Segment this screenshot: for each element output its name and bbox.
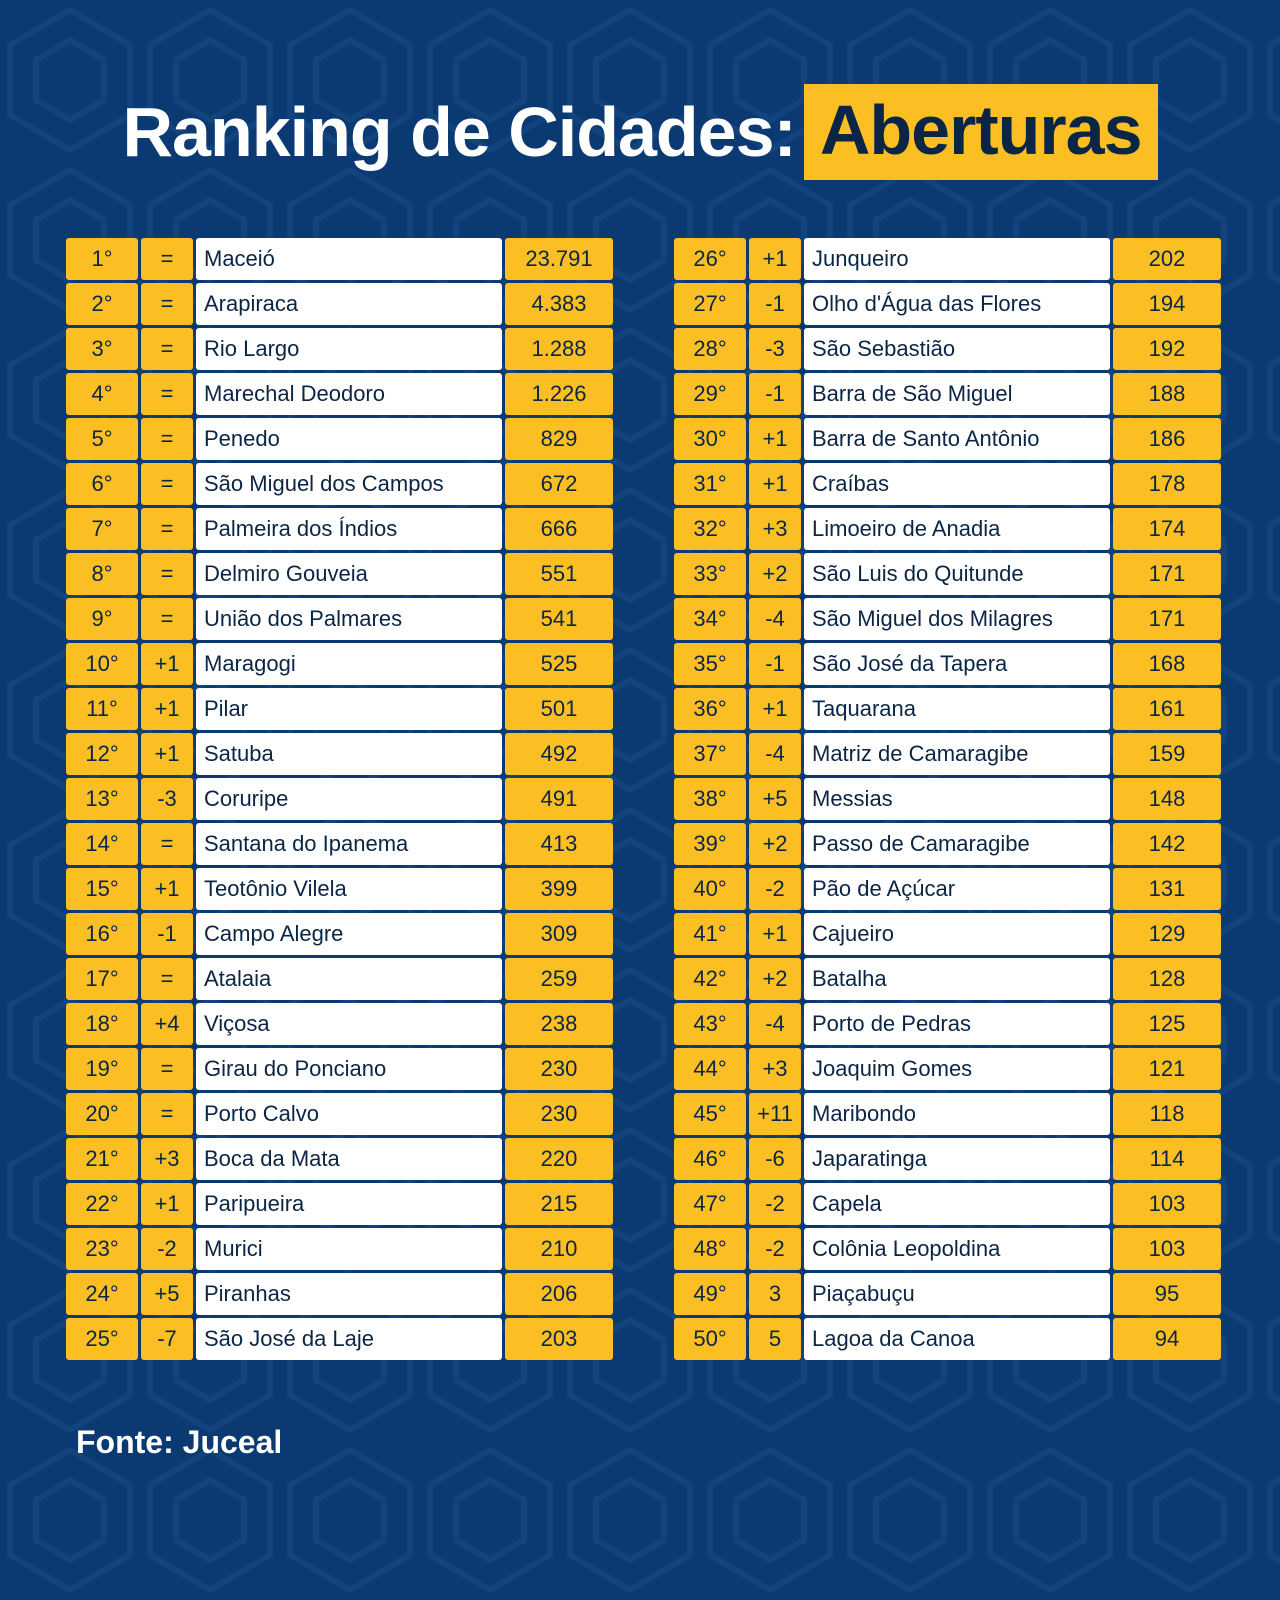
rank-cell: 4°	[66, 373, 138, 415]
change-cell: =	[141, 328, 193, 370]
rank-cell: 48°	[674, 1228, 746, 1270]
value-cell: 1.288	[505, 328, 613, 370]
city-cell: Limoeiro de Anadia	[804, 508, 1110, 550]
value-cell: 168	[1113, 643, 1221, 685]
page-title	[0, 84, 1280, 180]
value-cell: 129	[1113, 913, 1221, 955]
value-cell: 178	[1113, 463, 1221, 505]
table-row	[674, 1093, 1221, 1135]
city-cell: Piranhas	[196, 1273, 502, 1315]
change-cell: +1	[749, 688, 801, 730]
rank-cell: 2°	[66, 283, 138, 325]
value-cell: 230	[505, 1048, 613, 1090]
change-cell: +1	[749, 238, 801, 280]
change-cell: =	[141, 508, 193, 550]
change-cell: -1	[749, 373, 801, 415]
change-cell: -1	[749, 283, 801, 325]
city-cell: Cajueiro	[804, 913, 1110, 955]
rank-cell: 28°	[674, 328, 746, 370]
table-row	[674, 598, 1221, 640]
change-cell: -2	[749, 1228, 801, 1270]
table-row	[674, 1048, 1221, 1090]
value-cell: 128	[1113, 958, 1221, 1000]
change-cell: +5	[749, 778, 801, 820]
table-row	[674, 913, 1221, 955]
city-cell: Junqueiro	[804, 238, 1110, 280]
change-cell: +3	[141, 1138, 193, 1180]
value-cell: 492	[505, 733, 613, 775]
table-row	[674, 823, 1221, 865]
change-cell: -2	[749, 868, 801, 910]
rank-cell: 38°	[674, 778, 746, 820]
change-cell: +4	[141, 1003, 193, 1045]
table-row	[674, 373, 1221, 415]
change-cell: =	[141, 598, 193, 640]
rank-cell: 16°	[66, 913, 138, 955]
city-cell: Teotônio Vilela	[196, 868, 502, 910]
table-row	[66, 1318, 613, 1360]
city-cell: Olho d'Água das Flores	[804, 283, 1110, 325]
city-cell: Penedo	[196, 418, 502, 460]
rank-cell: 42°	[674, 958, 746, 1000]
city-cell: Pilar	[196, 688, 502, 730]
table-row	[674, 1003, 1221, 1045]
change-cell: +1	[749, 418, 801, 460]
change-cell: -2	[141, 1228, 193, 1270]
rank-cell: 34°	[674, 598, 746, 640]
rank-cell: 41°	[674, 913, 746, 955]
table-row	[66, 283, 613, 325]
city-cell: São Sebastião	[804, 328, 1110, 370]
table-row	[66, 1093, 613, 1135]
city-cell: Pão de Açúcar	[804, 868, 1110, 910]
rank-cell: 47°	[674, 1183, 746, 1225]
rank-cell: 22°	[66, 1183, 138, 1225]
change-cell: -4	[749, 1003, 801, 1045]
rank-cell: 21°	[66, 1138, 138, 1180]
table-row	[66, 643, 613, 685]
table-row	[66, 328, 613, 370]
city-cell: União dos Palmares	[196, 598, 502, 640]
table-row	[66, 823, 613, 865]
value-cell: 413	[505, 823, 613, 865]
rank-cell: 6°	[66, 463, 138, 505]
change-cell: +11	[749, 1093, 801, 1135]
table-row	[66, 553, 613, 595]
change-cell: +3	[749, 1048, 801, 1090]
city-cell: São José da Tapera	[804, 643, 1110, 685]
table-row	[674, 1183, 1221, 1225]
table-row	[674, 1228, 1221, 1270]
rank-cell: 26°	[674, 238, 746, 280]
change-cell: +2	[749, 958, 801, 1000]
value-cell: 203	[505, 1318, 613, 1360]
table-row	[66, 238, 613, 280]
rank-cell: 40°	[674, 868, 746, 910]
rank-cell: 5°	[66, 418, 138, 460]
city-cell: São Miguel dos Milagres	[804, 598, 1110, 640]
table-row	[66, 508, 613, 550]
rank-cell: 24°	[66, 1273, 138, 1315]
table-row	[674, 1318, 1221, 1360]
city-cell: Messias	[804, 778, 1110, 820]
rank-cell: 25°	[66, 1318, 138, 1360]
change-cell: +2	[749, 823, 801, 865]
table-row	[66, 1273, 613, 1315]
rank-cell: 49°	[674, 1273, 746, 1315]
rank-cell: 19°	[66, 1048, 138, 1090]
rank-cell: 14°	[66, 823, 138, 865]
city-cell: São Miguel dos Campos	[196, 463, 502, 505]
rank-cell: 35°	[674, 643, 746, 685]
ranking-table-right	[674, 238, 1221, 1363]
rank-cell: 9°	[66, 598, 138, 640]
value-cell: 121	[1113, 1048, 1221, 1090]
change-cell: =	[141, 283, 193, 325]
rank-cell: 1°	[66, 238, 138, 280]
table-row	[674, 958, 1221, 1000]
value-cell: 118	[1113, 1093, 1221, 1135]
rank-cell: 15°	[66, 868, 138, 910]
table-row	[674, 733, 1221, 775]
table-row	[66, 778, 613, 820]
city-cell: Girau do Ponciano	[196, 1048, 502, 1090]
change-cell: -7	[141, 1318, 193, 1360]
rank-cell: 32°	[674, 508, 746, 550]
table-row	[66, 868, 613, 910]
table-row	[674, 508, 1221, 550]
value-cell: 551	[505, 553, 613, 595]
city-cell: Coruripe	[196, 778, 502, 820]
table-row	[66, 1048, 613, 1090]
value-cell: 192	[1113, 328, 1221, 370]
change-cell: 5	[749, 1318, 801, 1360]
rank-cell: 36°	[674, 688, 746, 730]
value-cell: 210	[505, 1228, 613, 1270]
table-row	[66, 598, 613, 640]
change-cell: -1	[141, 913, 193, 955]
rank-cell: 8°	[66, 553, 138, 595]
city-cell: Capela	[804, 1183, 1110, 1225]
change-cell: =	[141, 463, 193, 505]
value-cell: 114	[1113, 1138, 1221, 1180]
city-cell: São José da Laje	[196, 1318, 502, 1360]
city-cell: Paripueira	[196, 1183, 502, 1225]
change-cell: +1	[141, 1183, 193, 1225]
rank-cell: 27°	[674, 283, 746, 325]
value-cell: 95	[1113, 1273, 1221, 1315]
table-row	[674, 868, 1221, 910]
value-cell: 215	[505, 1183, 613, 1225]
table-row	[674, 418, 1221, 460]
value-cell: 206	[505, 1273, 613, 1315]
table-row	[674, 238, 1221, 280]
value-cell: 259	[505, 958, 613, 1000]
value-cell: 309	[505, 913, 613, 955]
change-cell: +1	[141, 688, 193, 730]
ranking-table-left	[66, 238, 613, 1363]
change-cell: =	[141, 553, 193, 595]
rank-cell: 29°	[674, 373, 746, 415]
rank-cell: 50°	[674, 1318, 746, 1360]
change-cell: +1	[141, 733, 193, 775]
city-cell: Batalha	[804, 958, 1110, 1000]
city-cell: Craíbas	[804, 463, 1110, 505]
table-row	[66, 463, 613, 505]
table-row	[674, 778, 1221, 820]
value-cell: 174	[1113, 508, 1221, 550]
city-cell: Barra de Santo Antônio	[804, 418, 1110, 460]
table-row	[66, 373, 613, 415]
title-highlight: Aberturas	[804, 84, 1158, 180]
value-cell: 525	[505, 643, 613, 685]
value-cell: 220	[505, 1138, 613, 1180]
city-cell: Boca da Mata	[196, 1138, 502, 1180]
table-row	[674, 643, 1221, 685]
city-cell: Porto Calvo	[196, 1093, 502, 1135]
title-main: Ranking de Cidades:	[122, 93, 796, 171]
change-cell: =	[141, 373, 193, 415]
city-cell: Matriz de Camaragibe	[804, 733, 1110, 775]
value-cell: 103	[1113, 1183, 1221, 1225]
change-cell: -4	[749, 598, 801, 640]
value-cell: 148	[1113, 778, 1221, 820]
change-cell: +1	[749, 463, 801, 505]
change-cell: -6	[749, 1138, 801, 1180]
city-cell: Murici	[196, 1228, 502, 1270]
rank-cell: 12°	[66, 733, 138, 775]
city-cell: Maceió	[196, 238, 502, 280]
table-row	[66, 418, 613, 460]
city-cell: Campo Alegre	[196, 913, 502, 955]
rank-cell: 13°	[66, 778, 138, 820]
rank-cell: 31°	[674, 463, 746, 505]
table-row	[674, 688, 1221, 730]
table-row	[674, 553, 1221, 595]
rank-cell: 30°	[674, 418, 746, 460]
change-cell: =	[141, 418, 193, 460]
table-row	[66, 733, 613, 775]
value-cell: 491	[505, 778, 613, 820]
table-row	[66, 1183, 613, 1225]
rank-cell: 3°	[66, 328, 138, 370]
city-cell: Piaçabuçu	[804, 1273, 1110, 1315]
value-cell: 230	[505, 1093, 613, 1135]
value-cell: 94	[1113, 1318, 1221, 1360]
value-cell: 829	[505, 418, 613, 460]
value-cell: 142	[1113, 823, 1221, 865]
rank-cell: 10°	[66, 643, 138, 685]
value-cell: 188	[1113, 373, 1221, 415]
value-cell: 1.226	[505, 373, 613, 415]
value-cell: 125	[1113, 1003, 1221, 1045]
rank-cell: 43°	[674, 1003, 746, 1045]
change-cell: =	[141, 1048, 193, 1090]
rank-cell: 17°	[66, 958, 138, 1000]
rank-cell: 18°	[66, 1003, 138, 1045]
change-cell: -3	[749, 328, 801, 370]
change-cell: +1	[749, 913, 801, 955]
table-row	[66, 958, 613, 1000]
value-cell: 103	[1113, 1228, 1221, 1270]
change-cell: -2	[749, 1183, 801, 1225]
table-row	[66, 913, 613, 955]
city-cell: Delmiro Gouveia	[196, 553, 502, 595]
value-cell: 131	[1113, 868, 1221, 910]
change-cell: -4	[749, 733, 801, 775]
city-cell: Lagoa da Canoa	[804, 1318, 1110, 1360]
source-footer: Fonte: Juceal	[76, 1424, 283, 1460]
city-cell: Japaratinga	[804, 1138, 1110, 1180]
rank-cell: 11°	[66, 688, 138, 730]
city-cell: Satuba	[196, 733, 502, 775]
change-cell: =	[141, 823, 193, 865]
value-cell: 238	[505, 1003, 613, 1045]
city-cell: Rio Largo	[196, 328, 502, 370]
city-cell: Arapiraca	[196, 283, 502, 325]
table-row	[66, 1228, 613, 1270]
table-row	[674, 463, 1221, 505]
change-cell: -3	[141, 778, 193, 820]
city-cell: Colônia Leopoldina	[804, 1228, 1110, 1270]
table-row	[66, 1138, 613, 1180]
city-cell: Taquarana	[804, 688, 1110, 730]
city-cell: Passo de Camaragibe	[804, 823, 1110, 865]
value-cell: 161	[1113, 688, 1221, 730]
value-cell: 666	[505, 508, 613, 550]
city-cell: Palmeira dos Índios	[196, 508, 502, 550]
change-cell: =	[141, 958, 193, 1000]
value-cell: 501	[505, 688, 613, 730]
value-cell: 171	[1113, 553, 1221, 595]
value-cell: 23.791	[505, 238, 613, 280]
value-cell: 194	[1113, 283, 1221, 325]
change-cell: +3	[749, 508, 801, 550]
rank-cell: 46°	[674, 1138, 746, 1180]
rank-cell: 45°	[674, 1093, 746, 1135]
change-cell: 3	[749, 1273, 801, 1315]
city-cell: Maribondo	[804, 1093, 1110, 1135]
city-cell: Maragogi	[196, 643, 502, 685]
city-cell: Marechal Deodoro	[196, 373, 502, 415]
table-row	[674, 328, 1221, 370]
table-row	[674, 1138, 1221, 1180]
change-cell: =	[141, 1093, 193, 1135]
value-cell: 672	[505, 463, 613, 505]
table-row	[66, 688, 613, 730]
city-cell: Joaquim Gomes	[804, 1048, 1110, 1090]
value-cell: 541	[505, 598, 613, 640]
rank-cell: 44°	[674, 1048, 746, 1090]
value-cell: 202	[1113, 238, 1221, 280]
change-cell: +1	[141, 643, 193, 685]
city-cell: Viçosa	[196, 1003, 502, 1045]
value-cell: 4.383	[505, 283, 613, 325]
change-cell: +5	[141, 1273, 193, 1315]
rank-cell: 37°	[674, 733, 746, 775]
city-cell: Porto de Pedras	[804, 1003, 1110, 1045]
city-cell: Santana do Ipanema	[196, 823, 502, 865]
value-cell: 159	[1113, 733, 1221, 775]
rank-cell: 20°	[66, 1093, 138, 1135]
value-cell: 186	[1113, 418, 1221, 460]
change-cell: +2	[749, 553, 801, 595]
rank-cell: 39°	[674, 823, 746, 865]
value-cell: 399	[505, 868, 613, 910]
rank-cell: 33°	[674, 553, 746, 595]
city-cell: São Luis do Quitunde	[804, 553, 1110, 595]
table-row	[674, 1273, 1221, 1315]
change-cell: +1	[141, 868, 193, 910]
rank-cell: 7°	[66, 508, 138, 550]
table-row	[674, 283, 1221, 325]
rank-cell: 23°	[66, 1228, 138, 1270]
change-cell: =	[141, 238, 193, 280]
city-cell: Atalaia	[196, 958, 502, 1000]
table-row	[66, 1003, 613, 1045]
change-cell: -1	[749, 643, 801, 685]
city-cell: Barra de São Miguel	[804, 373, 1110, 415]
value-cell: 171	[1113, 598, 1221, 640]
